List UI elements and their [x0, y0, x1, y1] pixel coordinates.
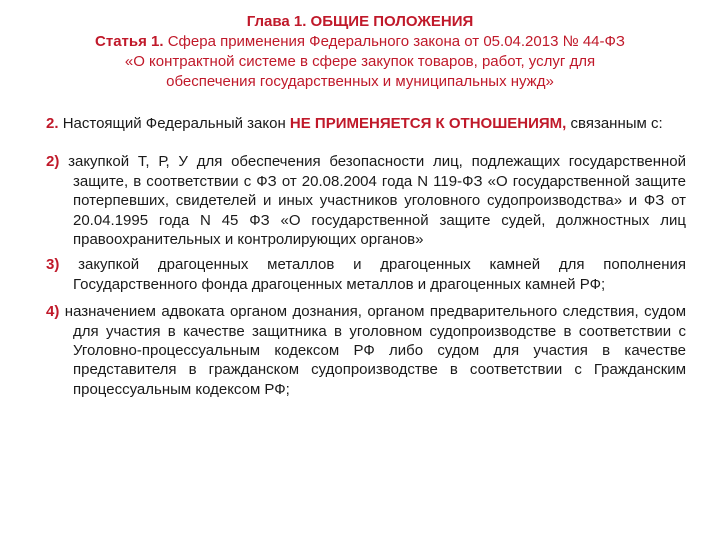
intro-accent: НЕ ПРИМЕНЯЕТСЯ К ОТНОШЕНИЯМ, — [289, 115, 567, 132]
slide-body — [46, 114, 686, 399]
list-item-text: закупкой драгоценных металлов и драгоценных камней для пополнения Государственного фонда драгоценных металлов и драгоценных камней РФ; — [73, 256, 686, 293]
chapter-title: Глава 1. ОБЩИЕ ПОЛОЖЕНИЯ — [246, 13, 474, 30]
slide-header — [20, 12, 700, 92]
list-item — [46, 255, 686, 294]
list-item-text: закупкой Т, Р, У для обеспечения безопасности лиц, подлежащих государственной защите, в соответствии с ФЗ от 20.08.2004 года N 119-ФЗ «О государственной защите потерпевших, свидетелей и иных участников уголовного судопроизводства» и ФЗ от 20.04.1995 года N 45 ФЗ «О государственной защите судей, должностных лиц правоохранительных и контролирующих органов» — [68, 153, 687, 249]
intro-number: 2. — [46, 115, 59, 132]
list-item-number: 3) — [46, 256, 60, 274]
intro-paragraph — [46, 114, 686, 133]
article-title-line1: Сфера применения Федерального закона от 05.04.2013 № 44-ФЗ — [167, 33, 625, 50]
list-item-number: 4) — [46, 303, 60, 321]
intro-text-after: связанным с: — [570, 115, 663, 132]
article-label: Статья 1. — [95, 33, 164, 50]
intro-text: Настоящий Федеральный закон — [62, 115, 286, 132]
list-item-number: 2) — [46, 153, 60, 171]
article-title-line3: обеспечения государственных и муниципальных нужд» — [166, 73, 554, 90]
list-item — [46, 152, 686, 249]
list-item — [46, 302, 686, 399]
list-item-text: назначением адвоката органом дознания, органом предварительного следствия, судом для участия в качестве защитника в уголовном судопроизводстве в соответствии с Уголовно-процессуальным кодексом РФ либо судом для участия в качестве представителя в гражданском судопроизводстве в соответствии с Гражданским процессуальным кодексом РФ; — [64, 303, 687, 398]
article-title-line2: «О контрактной системе в сфере закупок товаров, работ, услуг для — [124, 53, 596, 70]
article-heading-line1 — [20, 32, 700, 52]
